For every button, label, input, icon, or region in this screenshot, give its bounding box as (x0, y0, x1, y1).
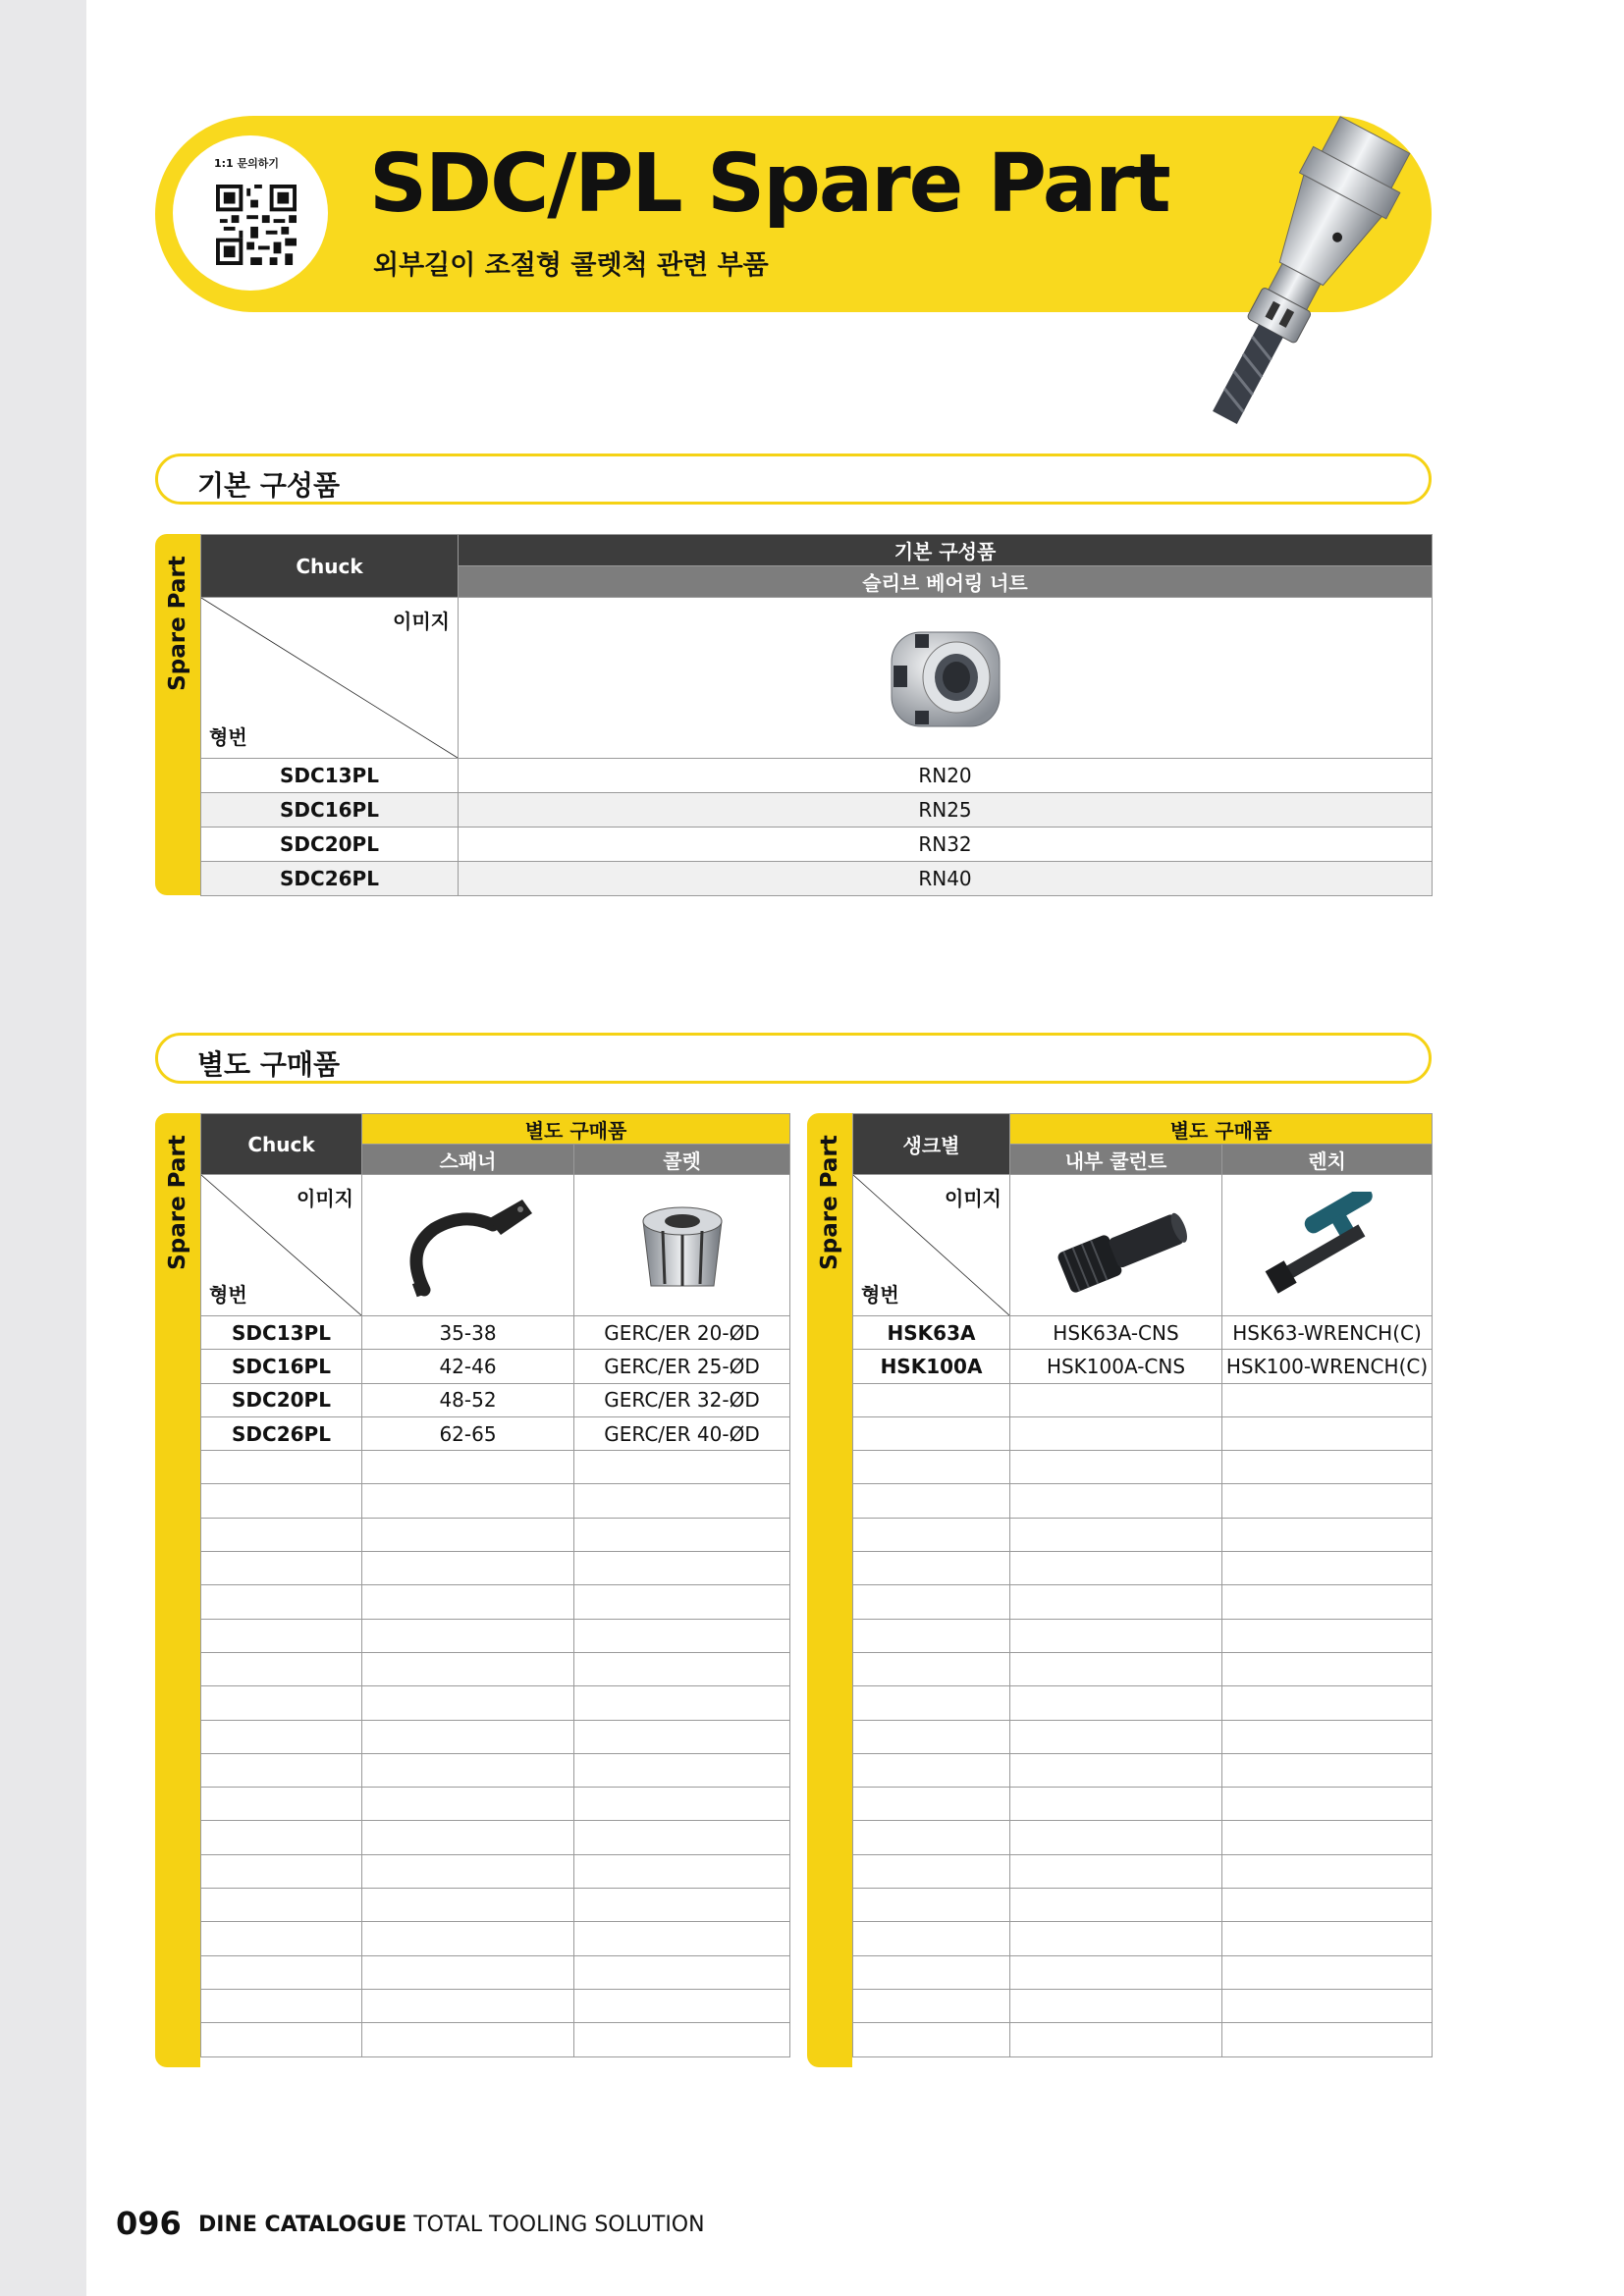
table-row-model: SDC26PL (201, 862, 459, 896)
table-row (201, 1955, 790, 1989)
side-bar-spare-part (155, 534, 200, 895)
table-cell-empty (853, 1416, 1010, 1450)
table-cell-empty (1010, 1889, 1222, 1922)
table-cell-empty (1010, 1686, 1222, 1720)
table-row (853, 2023, 1433, 2056)
diagonal-header-cell (201, 1175, 362, 1316)
page-margin-strip (0, 0, 86, 2296)
table-cell-empty (1010, 1416, 1222, 1450)
table-cell-empty (201, 1619, 362, 1652)
side-bar-spare-part (807, 1113, 852, 2067)
table-cell-empty (201, 1451, 362, 1484)
collet-icon (623, 1192, 741, 1300)
table-cell-empty (1010, 1821, 1222, 1854)
table-cell-empty (1222, 1484, 1433, 1518)
table-cell-empty (201, 1484, 362, 1518)
table-row (201, 1989, 790, 2022)
table-cell-empty (1010, 1552, 1222, 1585)
spanner-header: 스패너 (362, 1145, 574, 1175)
table-row (853, 1889, 1433, 1922)
wrench-header: 렌치 (1222, 1145, 1433, 1175)
page-subtitle: 외부길이 조절형 콜렛척 관련 부품 (373, 250, 769, 281)
table-row (853, 1686, 1433, 1720)
table-cell-value: HSK100A-CNS (1010, 1350, 1222, 1383)
table-cell-empty (362, 1686, 574, 1720)
table-row (201, 1451, 790, 1484)
table-row (853, 1585, 1433, 1619)
table-row (853, 1989, 1433, 2022)
table-cell-empty (853, 1854, 1010, 1888)
table-cell-empty (1222, 1955, 1433, 1989)
table-cell-empty (853, 1686, 1010, 1720)
table-row-model: SDC13PL (201, 759, 459, 793)
footer-tagline: TOTAL TOOLING SOLUTION (413, 2213, 705, 2237)
table-cell-empty (574, 1753, 790, 1787)
table-cell-value: 42-46 (362, 1350, 574, 1383)
table-cell-empty (362, 1720, 574, 1753)
table-cell-empty (201, 1518, 362, 1551)
model-label: 형번 (209, 1283, 247, 1307)
sub-header: 슬리브 베어링 너트 (459, 566, 1433, 598)
table-cell-empty (1010, 1955, 1222, 1989)
wrench-image-cell (1222, 1175, 1433, 1316)
table-cell-value: GERC/ER 20-ØD (574, 1316, 790, 1350)
table-cell-empty (362, 1821, 574, 1854)
table-cell-empty (853, 1619, 1010, 1652)
table-cell-empty (574, 1821, 790, 1854)
table-cell-value: GERC/ER 40-ØD (574, 1416, 790, 1450)
table-cell-empty (1222, 1416, 1433, 1450)
table-cell-empty (1010, 1451, 1222, 1484)
table-row (201, 1652, 790, 1685)
table-cell-empty (1222, 1552, 1433, 1585)
collet-header: 콜렛 (574, 1145, 790, 1175)
table-cell-empty (1010, 1619, 1222, 1652)
table-row (853, 1821, 1433, 1854)
table-cell-empty (574, 1652, 790, 1685)
footer-text (198, 2213, 705, 2237)
table-cell-empty (1222, 1989, 1433, 2022)
table-cell-empty (1222, 1922, 1433, 1955)
table-cell-empty (574, 1552, 790, 1585)
table-cell-empty (574, 1686, 790, 1720)
table-row (853, 1383, 1433, 1416)
table-cell-empty (574, 1518, 790, 1551)
table-cell-model: HSK63A (853, 1316, 1010, 1350)
table-cell-empty (1222, 1753, 1433, 1787)
diagonal-header-cell (201, 598, 459, 759)
table-cell-empty (1222, 1451, 1433, 1484)
table-cell-empty (853, 1989, 1010, 2022)
table-row (201, 1854, 790, 1888)
table-row (853, 1518, 1433, 1551)
table-row-value: RN20 (459, 759, 1433, 793)
table-row (853, 1854, 1433, 1888)
diagonal-header-cell (853, 1175, 1010, 1316)
group-header: 별도 구매품 (362, 1114, 790, 1145)
table-row (201, 1585, 790, 1619)
table-cell-empty (1010, 1585, 1222, 1619)
table-row (853, 1416, 1433, 1450)
table-cell-empty (201, 1686, 362, 1720)
table-cell-empty (853, 1518, 1010, 1551)
image-label: 이미지 (393, 610, 450, 633)
section-heading-basic (155, 454, 1432, 505)
table-row (201, 1922, 790, 1955)
table-cell-empty (1222, 1889, 1433, 1922)
table-cell-empty (853, 1788, 1010, 1821)
table-cell-empty (201, 1788, 362, 1821)
group-header: 별도 구매품 (1010, 1114, 1433, 1145)
table-cell-empty (1222, 1652, 1433, 1685)
table-cell-empty (853, 1922, 1010, 1955)
table-row (201, 2023, 790, 2056)
table-cell-empty (201, 1552, 362, 1585)
table-cell-model: SDC20PL (201, 1383, 362, 1416)
table-row (201, 1821, 790, 1854)
table-cell-empty (1222, 1518, 1433, 1551)
table-cell-empty (201, 1922, 362, 1955)
table-cell-model: SDC26PL (201, 1416, 362, 1450)
table-cell-value: 48-52 (362, 1383, 574, 1416)
table-cell-empty (1222, 1686, 1433, 1720)
table-row-value: RN32 (459, 828, 1433, 862)
table-cell-empty (1010, 1989, 1222, 2022)
table-cell-empty (853, 1585, 1010, 1619)
table-cell-empty (853, 1451, 1010, 1484)
table-cell-model: SDC16PL (201, 1350, 362, 1383)
table-cell-empty (362, 2023, 574, 2056)
table-cell-empty (201, 1821, 362, 1854)
table-row (201, 1619, 790, 1652)
table-cell-empty (201, 2023, 362, 2056)
table-row-value: RN40 (459, 862, 1433, 896)
table-cell-value: 35-38 (362, 1316, 574, 1350)
table-row-model: SDC16PL (201, 793, 459, 828)
table-row (201, 1383, 790, 1416)
table-row (853, 1720, 1433, 1753)
table-cell-empty (853, 1753, 1010, 1787)
coolant-tube-icon (1038, 1192, 1195, 1300)
table-row (201, 1552, 790, 1585)
table-row (853, 1316, 1433, 1350)
table-cell-empty (362, 1652, 574, 1685)
table-cell-empty (853, 1889, 1010, 1922)
table-cell-empty (362, 1585, 574, 1619)
spanner-image-cell (362, 1175, 574, 1316)
qr-label: 1:1 문의하기 (214, 157, 280, 170)
table-cell-empty (853, 1552, 1010, 1585)
table-cell-empty (201, 1753, 362, 1787)
table-row (853, 1552, 1433, 1585)
table-cell-empty (201, 1989, 362, 2022)
spanner-icon (395, 1192, 542, 1300)
side-bar-label: Spare Part (817, 1135, 842, 1270)
table-row (201, 1518, 790, 1551)
t-wrench-icon (1249, 1192, 1406, 1300)
table-cell-empty (574, 1484, 790, 1518)
table-cell-empty (853, 1484, 1010, 1518)
table-cell-empty (1222, 1619, 1433, 1652)
table-cell-value: 62-65 (362, 1416, 574, 1450)
table-row (201, 1316, 790, 1350)
coolant-header: 내부 쿨런트 (1010, 1145, 1222, 1175)
table-row (201, 1686, 790, 1720)
table-cell-empty (1222, 1720, 1433, 1753)
table-cell-empty (574, 2023, 790, 2056)
table-cell-empty (853, 2023, 1010, 2056)
table-row (853, 1619, 1433, 1652)
page-title: SDC/PL Spare Part (369, 137, 1169, 231)
table-cell-empty (1010, 1854, 1222, 1888)
table-row (201, 1720, 790, 1753)
table-row-model: SDC20PL (201, 828, 459, 862)
section-heading-label: 별도 구매품 (197, 1048, 340, 1081)
table-cell-empty (574, 1922, 790, 1955)
table-row (201, 1350, 790, 1383)
model-label: 형번 (861, 1283, 899, 1307)
table-cell-value: HSK63A-CNS (1010, 1316, 1222, 1350)
table-cell-empty (201, 1652, 362, 1685)
table-cell-empty (853, 1821, 1010, 1854)
table-cell-empty (574, 1889, 790, 1922)
model-label: 형번 (209, 725, 247, 749)
table-cell-empty (1222, 1788, 1433, 1821)
table-row (201, 1753, 790, 1787)
side-bar-label: Spare Part (165, 556, 190, 691)
table-cell-empty (853, 1383, 1010, 1416)
table-row (201, 1788, 790, 1821)
table-cell-empty (362, 1889, 574, 1922)
footer-brand: DINE CATALOGUE (198, 2213, 407, 2237)
table-cell-empty (1010, 1484, 1222, 1518)
table-cell-empty (201, 1889, 362, 1922)
table-cell-empty (362, 1989, 574, 2022)
table-cell-empty (1222, 1821, 1433, 1854)
table-row (853, 1484, 1433, 1518)
side-bar-label: Spare Part (165, 1135, 190, 1270)
table-cell-empty (574, 1619, 790, 1652)
table-cell-empty (574, 1955, 790, 1989)
table-cell-empty (1010, 2023, 1222, 2056)
section-heading-separate (155, 1033, 1432, 1084)
table-cell-empty (1010, 1788, 1222, 1821)
table-row (201, 1889, 790, 1922)
table-cell-empty (201, 1585, 362, 1619)
table-cell-model: SDC13PL (201, 1316, 362, 1350)
chuck-header: Chuck (201, 1114, 362, 1175)
table-row (201, 1416, 790, 1450)
table-cell-empty (1010, 1518, 1222, 1551)
table-cell-empty (362, 1518, 574, 1551)
table-cell-empty (853, 1720, 1010, 1753)
table-cell-empty (574, 1854, 790, 1888)
table-cell-empty (1010, 1652, 1222, 1685)
separate-parts-table-right (852, 1113, 1433, 2057)
table-cell-empty (574, 1989, 790, 2022)
table-row (853, 1451, 1433, 1484)
collet-chuck-tool-icon (1119, 108, 1443, 432)
chuck-header: Chuck (201, 535, 459, 598)
separate-parts-table-left (200, 1113, 790, 2057)
image-label: 이미지 (297, 1187, 353, 1210)
table-cell-empty (1222, 1383, 1433, 1416)
table-cell-empty (1010, 1922, 1222, 1955)
table-cell-empty (574, 1451, 790, 1484)
section-heading-label: 기본 구성품 (197, 469, 340, 502)
table-cell-empty (362, 1753, 574, 1787)
table-cell-model: HSK100A (853, 1350, 1010, 1383)
table-cell-empty (362, 1619, 574, 1652)
table-cell-value: HSK63-WRENCH(C) (1222, 1316, 1433, 1350)
table-cell-value: GERC/ER 25-ØD (574, 1350, 790, 1383)
qr-code-icon[interactable] (216, 185, 297, 265)
table-cell-empty (574, 1788, 790, 1821)
bearing-nut-icon (882, 614, 1009, 742)
group-header: 기본 구성품 (459, 535, 1433, 566)
collet-image-cell (574, 1175, 790, 1316)
table-cell-empty (853, 1955, 1010, 1989)
table-cell-empty (362, 1854, 574, 1888)
table-cell-empty (574, 1720, 790, 1753)
table-cell-empty (362, 1788, 574, 1821)
table-cell-empty (362, 1955, 574, 1989)
table-cell-empty (1222, 1854, 1433, 1888)
basic-parts-table (200, 534, 1433, 896)
table-cell-empty (853, 1652, 1010, 1685)
shank-header: 생크별 (853, 1114, 1010, 1175)
table-row (853, 1955, 1433, 1989)
table-row (853, 1350, 1433, 1383)
table-row (853, 1753, 1433, 1787)
page-number: 096 (116, 2205, 182, 2242)
table-cell-empty (201, 1854, 362, 1888)
table-row (853, 1652, 1433, 1685)
coolant-image-cell (1010, 1175, 1222, 1316)
image-label: 이미지 (945, 1187, 1001, 1210)
table-cell-empty (1010, 1383, 1222, 1416)
table-cell-empty (201, 1955, 362, 1989)
table-cell-value: GERC/ER 32-ØD (574, 1383, 790, 1416)
table-row (853, 1788, 1433, 1821)
table-cell-empty (1222, 2023, 1433, 2056)
table-cell-value: HSK100-WRENCH(C) (1222, 1350, 1433, 1383)
table-cell-empty (362, 1552, 574, 1585)
table-cell-empty (362, 1484, 574, 1518)
table-cell-empty (1010, 1753, 1222, 1787)
table-row-value: RN25 (459, 793, 1433, 828)
bearing-nut-image-cell (459, 598, 1433, 759)
table-cell-empty (1222, 1585, 1433, 1619)
table-row (201, 1484, 790, 1518)
table-cell-empty (574, 1585, 790, 1619)
table-cell-empty (362, 1451, 574, 1484)
table-cell-empty (201, 1720, 362, 1753)
table-row (853, 1922, 1433, 1955)
side-bar-spare-part (155, 1113, 200, 2067)
table-cell-empty (1010, 1720, 1222, 1753)
table-cell-empty (362, 1922, 574, 1955)
